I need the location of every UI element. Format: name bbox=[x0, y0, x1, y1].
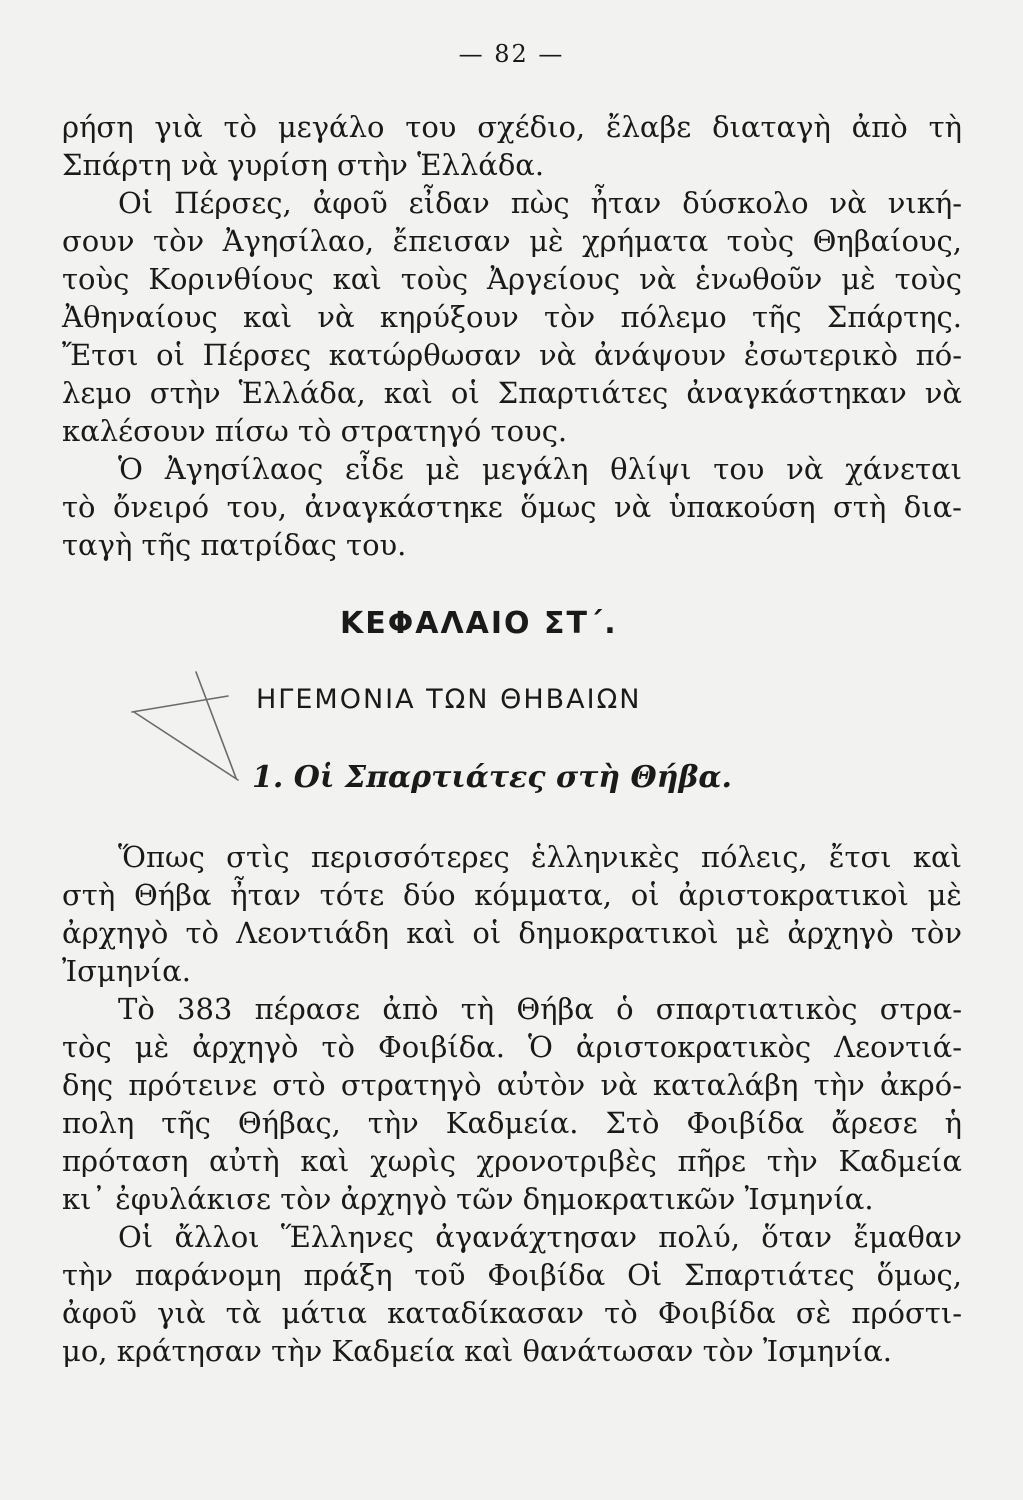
paragraph bbox=[62, 990, 962, 1218]
text-line: λεμο στὴν Ἑλλάδα, καὶ οἱ Σπαρτιάτες ἀναγκάστηκαν νὰ bbox=[62, 376, 962, 410]
text-line: Σπάρτη νὰ γυρίση στὴν Ἑλλάδα. bbox=[62, 148, 545, 182]
paragraph bbox=[62, 838, 962, 990]
page-number: — 82 — bbox=[458, 40, 565, 68]
text-line: Ὅπως στὶς περισσότερες ἑλληνικὲς πόλεις, ἔτσι καὶ bbox=[118, 840, 962, 874]
chapter-subheading: ΗΓΕΜΟΝΙΑ ΤΩΝ ΘΗΒΑΙΩΝ bbox=[256, 684, 642, 715]
chapter-heading: ΚΕΦΑΛΑΙΟ ΣΤ΄. bbox=[340, 606, 618, 641]
text-line: στὴ Θήβα ἦταν τότε δύο κόμματα, οἱ ἀριστοκρατικοὶ μὲ bbox=[62, 878, 962, 912]
text-line: μο, κράτησαν τὴν Καδμεία καὶ θανάτωσαν τὸν Ἰσμηνία. bbox=[62, 1334, 892, 1368]
text-line: τὴν παράνομη πράξη τοῦ Φοιβίδα Οἱ Σπαρτιάτες ὅμως, bbox=[62, 1258, 962, 1292]
section-heading: 1. Οἱ Σπαρτιάτες στὴ Θήβα. bbox=[252, 760, 732, 795]
text-line: καλέσουν πίσω τὸ στρατηγό τους. bbox=[62, 414, 568, 448]
text-line: τὸς μὲ ἀρχηγὸ τὸ Φοιβίδα. Ὁ ἀριστοκρατικὸς Λεοντιά- bbox=[62, 1030, 962, 1064]
bottom-text-block bbox=[62, 838, 962, 1370]
text-line: Ὁ Ἀγησίλαος εἶδε μὲ μεγάλη θλίψι του νὰ χάνεται bbox=[118, 452, 962, 486]
paragraph bbox=[62, 1218, 962, 1370]
pencil-mark bbox=[0, 0, 300, 800]
text-line: Ἀθηναίους καὶ νὰ κηρύξουν τὸν πόλεμο τῆς Σπάρτης. bbox=[62, 300, 962, 334]
text-line: τοὺς Κορινθίους καὶ τοὺς Ἀργείους νὰ ἑνωθοῦν μὲ τοὺς bbox=[62, 262, 962, 296]
text-line: Τὸ 383 πέρασε ἀπὸ τὴ Θήβα ὁ σπαρτιατικὸς στρα- bbox=[118, 992, 962, 1026]
text-line: πρόταση αὐτὴ καὶ χωρὶς χρονοτριβὲς πῆρε τὴν Καδμεία bbox=[62, 1144, 962, 1178]
text-line: ἀρχηγὸ τὸ Λεοντιάδη καὶ οἱ δημοκρατικοὶ μὲ ἀρχηγὸ τὸν bbox=[62, 916, 962, 950]
text-line: ἀφοῦ γιὰ τὰ μάτια καταδίκασαν τὸ Φοιβίδα σὲ πρόστι- bbox=[62, 1296, 962, 1330]
text-line: τὸ ὄνειρό του, ἀναγκάστηκε ὅμως νὰ ὑπακούση στὴ δια- bbox=[62, 490, 962, 524]
text-line: σουν τὸν Ἀγησίλαο, ἔπεισαν μὲ χρήματα τοὺς Θηβαίους, bbox=[62, 224, 962, 258]
text-line: Οἱ Πέρσες, ἀφοῦ εἶδαν πὼς ἦταν δύσκολο νὰ νική- bbox=[118, 186, 962, 220]
text-line: ταγὴ τῆς πατρίδας του. bbox=[62, 528, 407, 562]
text-line: Ἔτσι οἱ Πέρσες κατώρθωσαν νὰ ἀνάψουν ἐσωτερικὸ πό- bbox=[62, 338, 962, 372]
text-line: δης πρότεινε στὸ στρατηγὸ αὐτὸν νὰ καταλάβη τὴν ἀκρό- bbox=[62, 1068, 962, 1102]
text-line: κι᾿ ἐφυλάκισε τὸν ἀρχηγὸ τῶν δημοκρατικῶν Ἰσμηνία. bbox=[62, 1182, 874, 1216]
text-line: ρήση γιὰ τὸ μεγάλο του σχέδιο, ἔλαβε διαταγὴ ἀπὸ τὴ bbox=[62, 110, 962, 144]
text-line: Οἱ ἄλλοι Ἕλληνες ἀγανάχτησαν πολύ, ὅταν ἔμαθαν bbox=[118, 1220, 962, 1254]
text-line: πολη τῆς Θήβας, τὴν Καδμεία. Στὸ Φοιβίδα ἄρεσε ἡ bbox=[62, 1106, 962, 1140]
text-line: Ἰσμηνία. bbox=[62, 954, 191, 988]
